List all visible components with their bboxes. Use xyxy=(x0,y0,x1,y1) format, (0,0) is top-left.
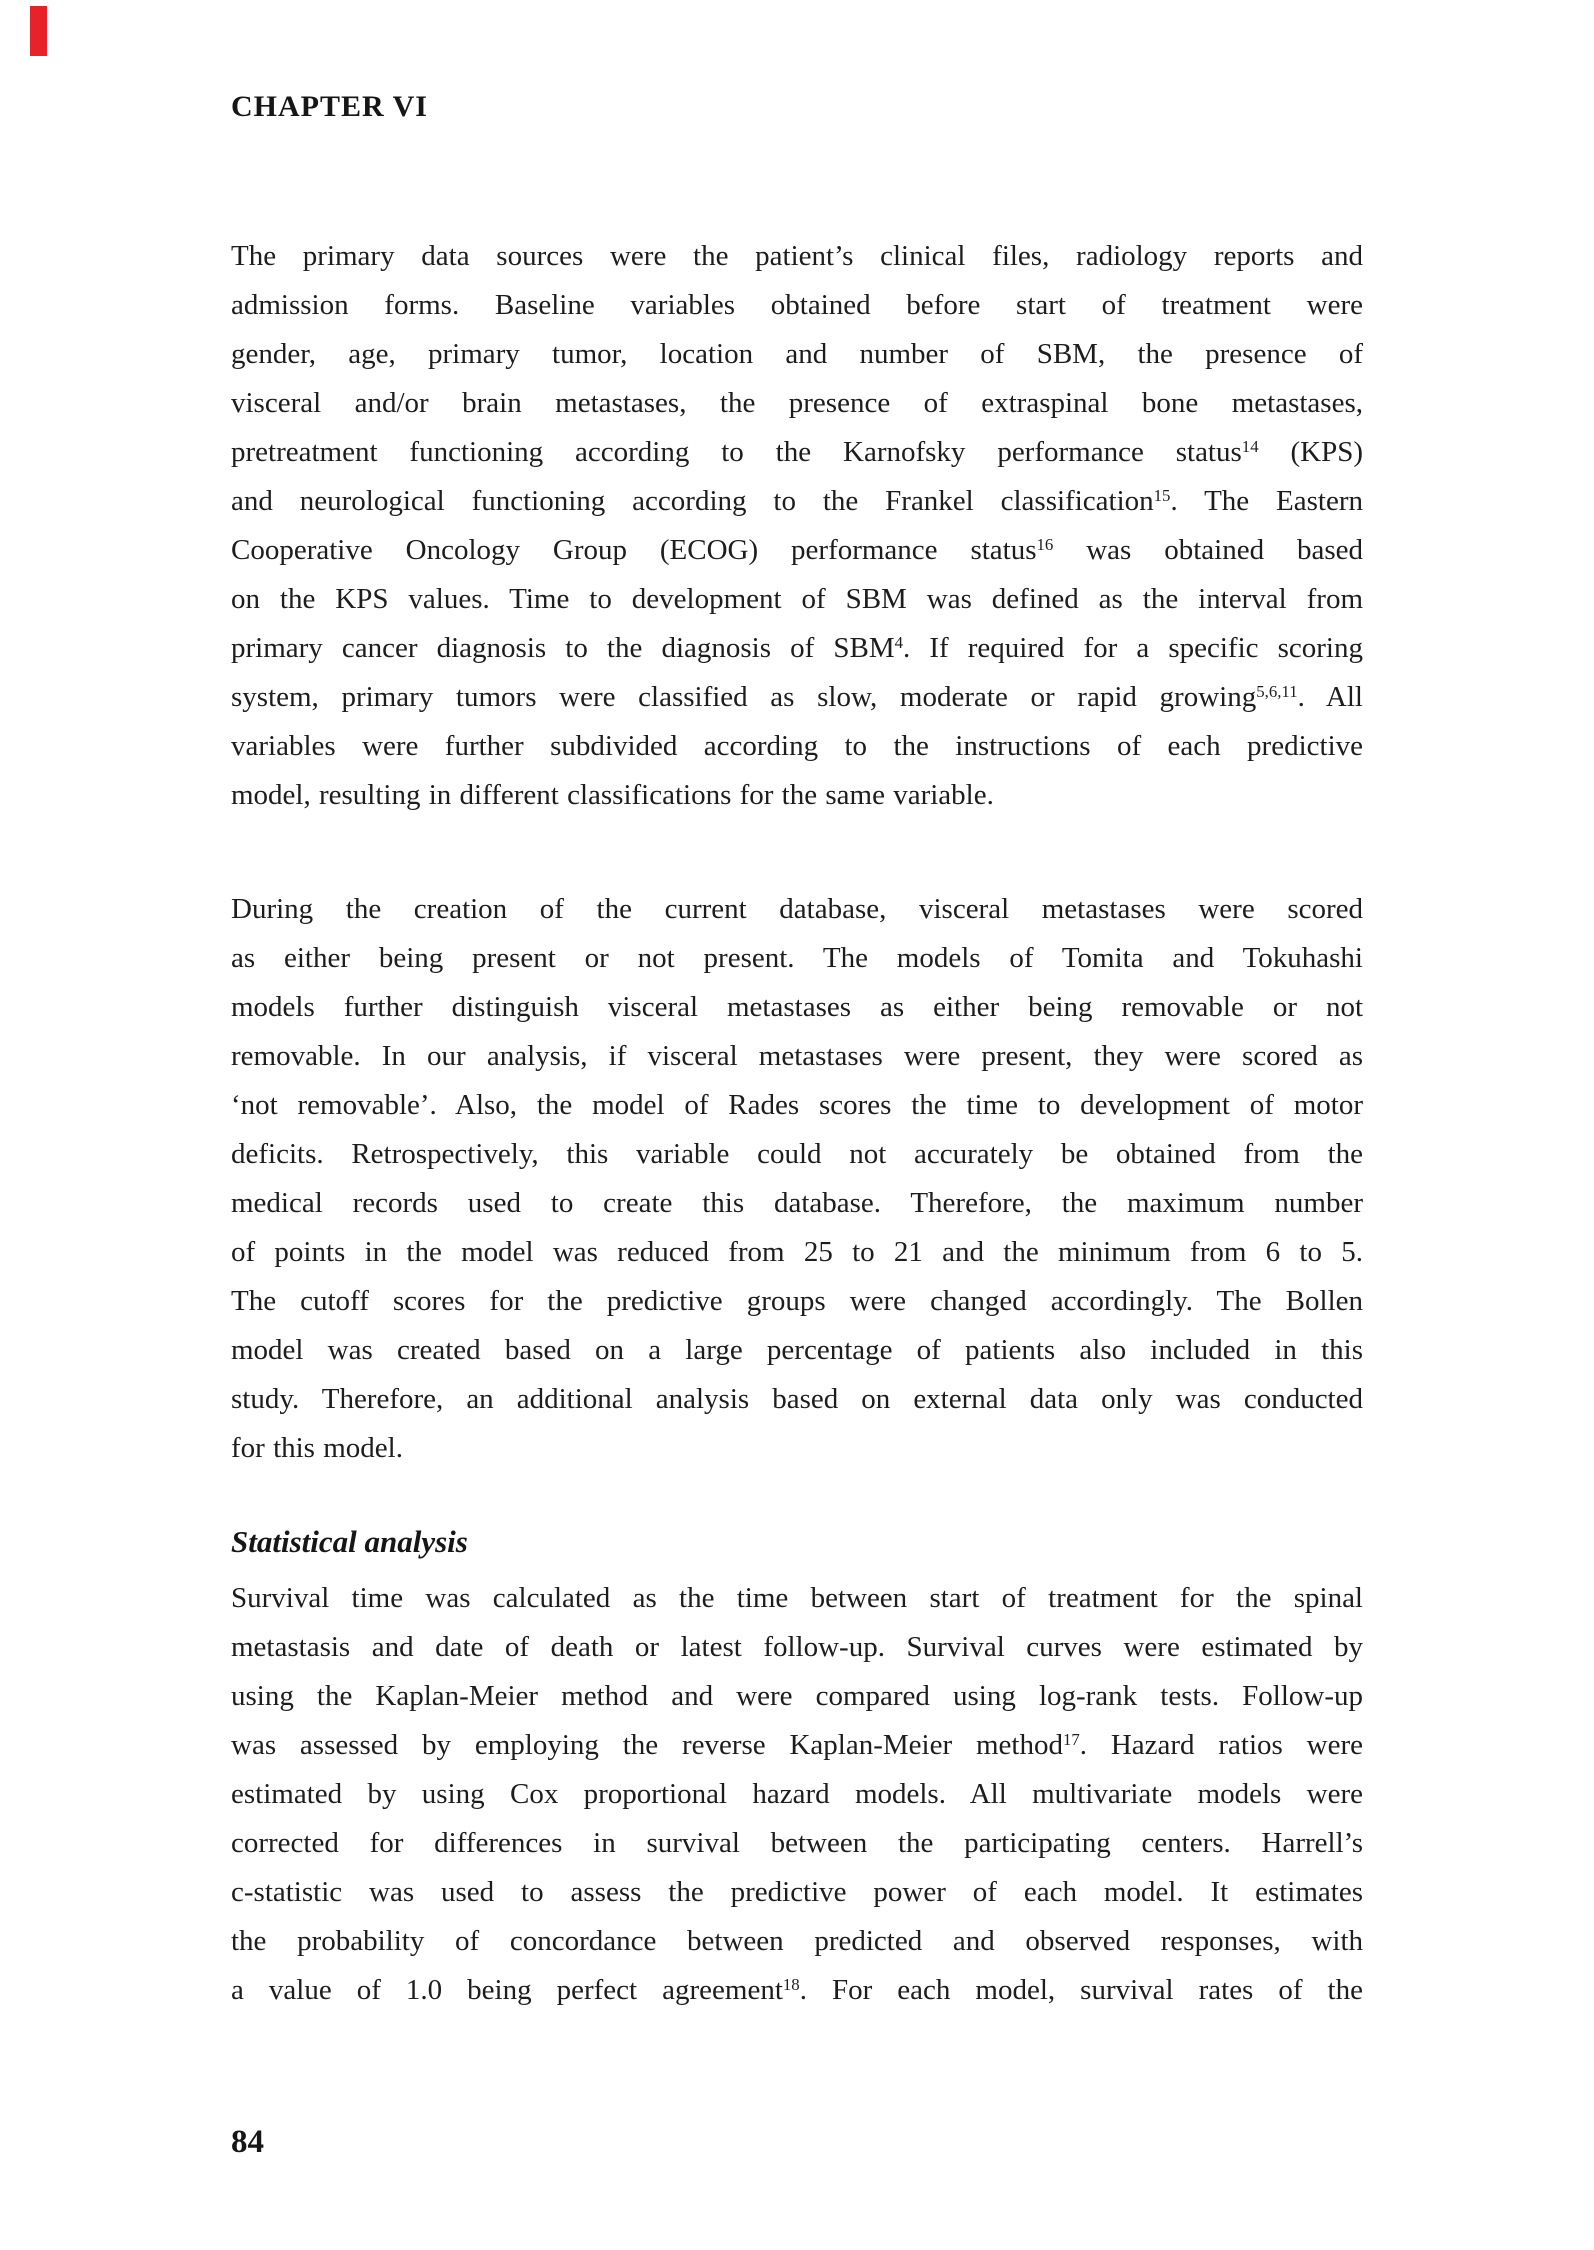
text-line: primary cancer diagnosis to the diagnosis of SBM$^4$. If required for a specific scoring xyxy=(231,632,1363,664)
text-line: gender, age, primary tumor, location and number of SBM, the presence of xyxy=(231,338,1363,370)
page-number: 84 xyxy=(231,2124,264,2160)
text-line: was assessed by employing the reverse Kaplan-Meier method$^{17}$. Hazard ratios were xyxy=(231,1729,1363,1761)
text-line: of points in the model was reduced from 25 to 21 and the minimum from 6 to 5. xyxy=(231,1236,1363,1268)
text-line: system, primary tumors were classified as slow, moderate or rapid growing$^{5,6,11}$. All xyxy=(231,681,1363,713)
text-line: as either being present or not present. The models of Tomita and Tokuhashi xyxy=(231,942,1363,974)
paragraph-data-sources xyxy=(231,232,1363,820)
text-line: Survival time was calculated as the time between start of treatment for the spinal xyxy=(231,1582,1363,1614)
text-line: model was created based on a large percentage of patients also included in this xyxy=(231,1334,1363,1366)
text-line: pretreatment functioning according to the Karnofsky performance status$^{14}$ (KPS) xyxy=(231,436,1364,468)
section-heading-statistical-analysis: Statistical analysis xyxy=(231,1524,468,1559)
text-line: and neurological functioning according to the Frankel classification$^{15}$. The Eastern xyxy=(231,485,1363,517)
text-line: The cutoff scores for the predictive groups were changed accordingly. The Bollen xyxy=(231,1285,1363,1317)
text-line: on the KPS values. Time to development of SBM was defined as the interval from xyxy=(231,583,1363,615)
text-line: admission forms. Baseline variables obtained before start of treatment were xyxy=(231,289,1363,321)
text-line: removable. In our analysis, if visceral metastases were present, they were scored as xyxy=(231,1040,1363,1072)
chapter-header: CHAPTER VI xyxy=(231,90,428,123)
text-line: corrected for differences in survival between the participating centers. Harrell’s xyxy=(231,1827,1363,1859)
text-line: The primary data sources were the patient’s clinical files, radiology reports and xyxy=(231,240,1363,272)
text-line: ‘not removable’. Also, the model of Rades scores the time to development of motor xyxy=(231,1089,1363,1121)
text-line: visceral and/or brain metastases, the presence of extraspinal bone metastases, xyxy=(231,387,1363,419)
text-line: variables were further subdivided according to the instructions of each predictive xyxy=(231,730,1363,762)
text-line: estimated by using Cox proportional hazard models. All multivariate models were xyxy=(231,1778,1363,1810)
text-line: metastasis and date of death or latest follow-up. Survival curves were estimated by xyxy=(231,1631,1363,1663)
paragraph-statistical-analysis xyxy=(231,1574,1363,2015)
text-line: models further distinguish visceral metastases as either being removable or not xyxy=(231,991,1363,1023)
text-line: During the creation of the current database, visceral metastases were scored xyxy=(231,893,1363,925)
text-line: c-statistic was used to assess the predictive power of each model. It estimates xyxy=(231,1876,1363,1908)
text-line: medical records used to create this database. Therefore, the maximum number xyxy=(231,1187,1363,1219)
text-line: Cooperative Oncology Group (ECOG) performance status$^{16}$ was obtained based xyxy=(231,534,1363,566)
text-line: model, resulting in different classifications for the same variable. xyxy=(231,779,994,811)
text-line: the probability of concordance between predicted and observed responses, with xyxy=(231,1925,1363,1957)
text-line: using the Kaplan-Meier method and were compared using log-rank tests. Follow-up xyxy=(231,1680,1363,1712)
text-line: a value of 1.0 being perfect agreement$^{18}$. For each model, survival rates of the xyxy=(231,1974,1363,2006)
paragraph-database-scoring xyxy=(231,885,1363,1473)
text-line: deficits. Retrospectively, this variable could not accurately be obtained from the xyxy=(231,1138,1363,1170)
text-line: for this model. xyxy=(231,1432,403,1464)
chapter-tab-marker xyxy=(30,6,47,56)
text-line: study. Therefore, an additional analysis based on external data only was conducted xyxy=(231,1383,1363,1415)
